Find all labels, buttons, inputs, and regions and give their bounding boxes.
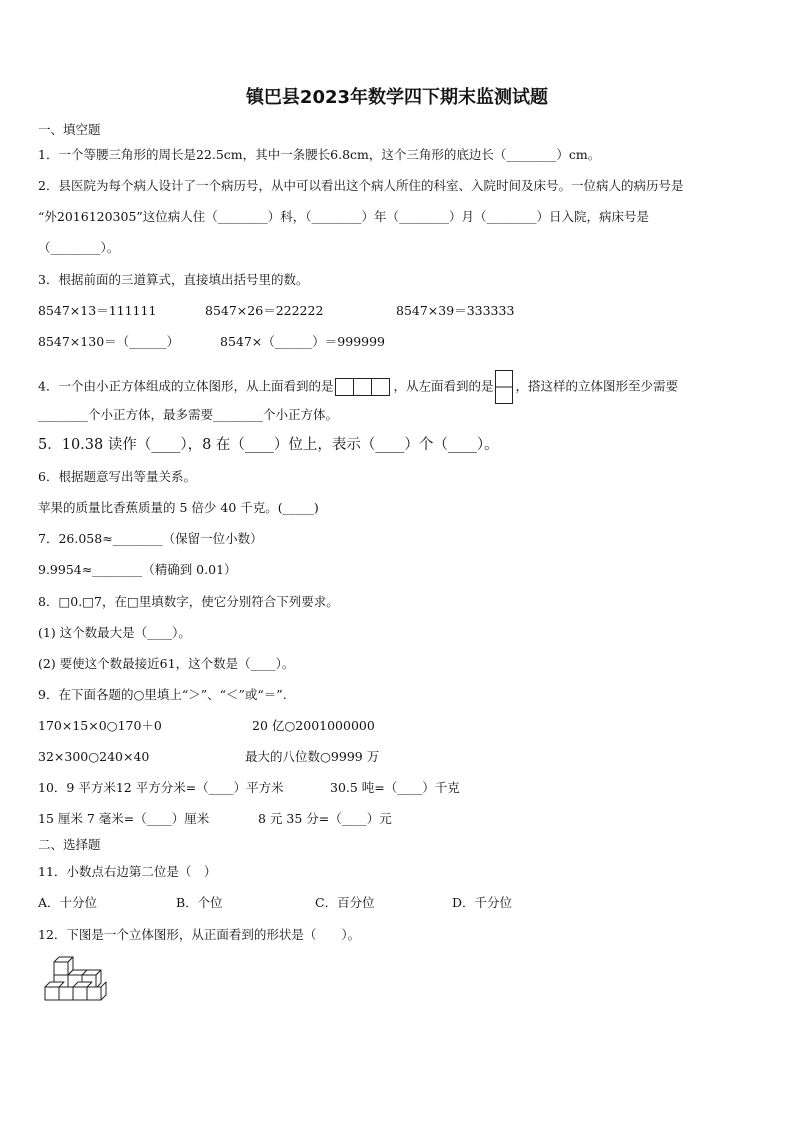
q9-compare-1: 170×15×0○170＋0 — [38, 718, 162, 733]
q4-text-a: 4．一个由小正方体组成的立体图形，从上面看到的是 — [38, 378, 334, 394]
question-6-content: 苹果的质量比香蕉质量的 5 倍少 40 千克。(_____) — [38, 500, 319, 515]
q4-text-b: ，从左面看到的是 — [393, 378, 494, 394]
question-4-line-2: ________个小正方体，最多需要________个小正方体。 — [38, 407, 339, 422]
q3-blank-2: 8547×（______）＝999999 — [220, 334, 386, 349]
section-heading-fill-blank: 一、填空题 — [38, 122, 101, 137]
question-8-part-2: (2) 要使这个数最接近61，这个数是（____）。 — [38, 656, 295, 671]
question-3: 3．根据前面的三道算式，直接填出括号里的数。 — [38, 272, 309, 287]
question-7-part-2: 9.9954≈________（精确到 0.01） — [38, 562, 237, 577]
question-5: 5．10.38 读作（____），8 在（____）位上，表示（____）个（____）。 — [38, 437, 499, 453]
q10-convert-1: 10．9 平方米12 平方分米=（____）平方米 — [38, 780, 284, 795]
q10-convert-3: 15 厘米 7 毫米=（____）厘米 — [38, 811, 210, 826]
q10-convert-2: 30.5 吨=（____）千克 — [330, 780, 460, 795]
q3-blank-1: 8547×130＝（______） — [38, 334, 180, 349]
q3-equation-3: 8547×39＝333333 — [396, 303, 515, 318]
q9-compare-3: 32×300○240×40 — [38, 749, 150, 764]
q3-equation-1: 8547×13＝111111 — [38, 303, 157, 318]
section-heading-multiple-choice: 二、选择题 — [38, 837, 101, 852]
q11-option-d: D．千分位 — [452, 895, 513, 910]
question-4-line-1 — [38, 370, 678, 404]
question-11: 11．小数点右边第二位是（ ） — [38, 864, 217, 879]
q4-text-c: ，搭这样的立体图形至少需要 — [515, 378, 678, 394]
q9-compare-4: 最大的八位数○9999 万 — [245, 749, 380, 764]
question-7-part-1: 7．26.058≈________（保留一位小数） — [38, 531, 263, 546]
q11-option-c: C．百分位 — [315, 895, 375, 910]
top-view-figure — [335, 378, 391, 396]
question-9: 9．在下面各题的○里填上“＞”、“＜”或“＝”. — [38, 687, 287, 702]
q9-compare-2: 20 亿○2001000000 — [252, 718, 375, 733]
question-6: 6．根据题意写出等量关系。 — [38, 469, 196, 484]
question-2-line-3: （________）。 — [38, 240, 120, 255]
page-title: 镇巴县2023年数学四下期末监测试题 — [245, 87, 549, 108]
question-1: 1．一个等腰三角形的周长是22.5cm，其中一条腰长6.8cm，这个三角形的底边长（________）cm。 — [38, 147, 601, 162]
cube-stack-figure — [42, 952, 112, 1004]
q3-equation-2: 8547×26＝222222 — [205, 303, 324, 318]
q10-convert-4: 8 元 35 分=（____）元 — [258, 811, 392, 826]
question-12: 12．下图是一个立体图形，从正面看到的形状是（ ）。 — [38, 927, 361, 942]
left-view-figure — [495, 370, 513, 404]
question-2-line-1: 2．县医院为每个病人设计了一个病历号，从中可以看出这个病人所住的科室、入院时间及床号。一位病人的病历号是 — [38, 178, 684, 193]
q11-option-b: B．个位 — [176, 895, 223, 910]
question-8: 8．□0.□7，在□里填数字，使它分别符合下列要求。 — [38, 594, 339, 609]
q11-option-a: A．十分位 — [38, 895, 98, 910]
question-8-part-1: (1) 这个数最大是（____）。 — [38, 625, 191, 640]
question-2-line-2: “外2016120305”这位病人住（________）科，（________）年（________）月（________）日入院，病床号是 — [38, 209, 650, 224]
